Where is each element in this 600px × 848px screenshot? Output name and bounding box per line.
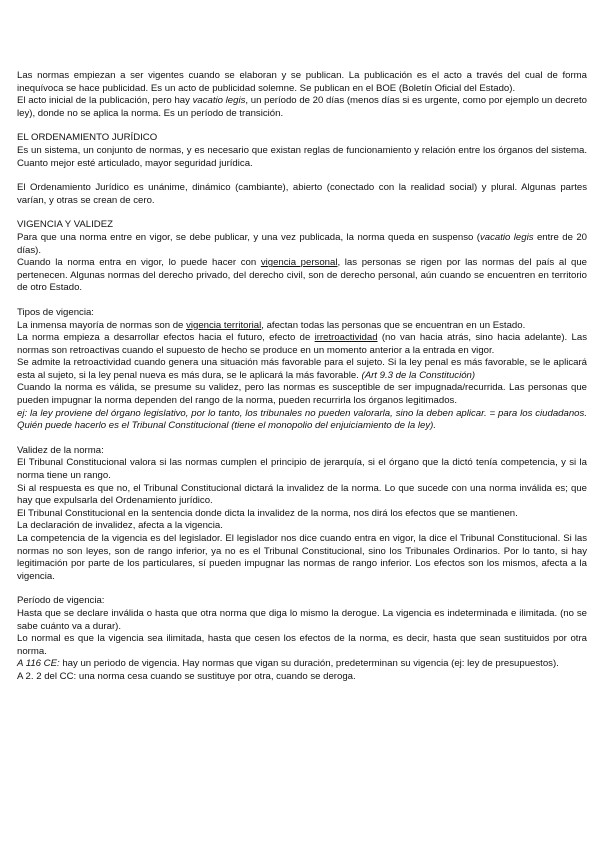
paragraph-sistema: Es un sistema, un conjunto de normas, y es necesario que existan reglas de funcionamiento y relación entre los órganos del sistema. Cuanto mejor esté articulado, mayor seguridad jurídica.	[17, 144, 587, 169]
paragraph-publicacion: Las normas empiezan a ser vigentes cuando se elaboran y se publican. La publicación es el acto a través del cual de forma inequívoca se hace publicidad. Es un acto de publicidad solemne. Se publican en el BOE (Boletín Oficial del Estado).	[17, 70, 587, 94]
paragraph-entrada-vigor: Para que una norma entre en vigor, se debe publicar, y una vez publicada, la norma queda en suspenso (vacatio legis entre de 20 días).	[17, 231, 587, 256]
paragraph-acto-inicial: El acto inicial de la publicación, pero hay vacatio legis, un período de 20 días (menos días si es urgente, como por ejemplo un decreto ley), donde no se aplica la norma. Es un período de transición.	[17, 95, 587, 119]
paragraph-impugnacion: Cuando la norma es válida, se presume su validez, pero las normas es susceptible de ser impugnada/recurrida. Las personas que pueden impugnar la norma dependen del rango de la norma, pueden recurrirla los órganos legitimados.	[17, 382, 587, 407]
paragraph-validez-3: El Tribunal Constitucional en la sentencia donde dicta la invalidez de la norma, nos dirá los efectos que se mantienen.	[17, 507, 518, 519]
paragraph-validez-4: La declaración de invalidez, afecta a la vigencia.	[17, 520, 223, 532]
heading-validez: Validez de la norma:	[17, 444, 104, 456]
paragraph-periodo-1: Hasta que se declare inválida o hasta que otra norma que diga lo mismo la derogue. La vigencia es indeterminada e ilimitada. (no se sabe cuánto va a durar).	[17, 607, 587, 632]
document-page	[17, 70, 587, 684]
heading-tipos-vigencia: Tipos de vigencia:	[17, 306, 94, 318]
paragraph-validez-2: Si al respuesta es que no, el Tribunal Constitucional dictará la invalidez de la norma. Lo que sucede con una norma inválida es; que hay que expulsarla del Ordenamiento jurídico.	[17, 482, 587, 507]
paragraph-periodo-4: A 2. 2 del CC: una norma cesa cuando se sustituye por otra, cuando se deroga.	[17, 670, 356, 682]
heading-ordenamiento: EL ORDENAMIENTO JURÍDICO	[17, 132, 158, 144]
paragraph-irretroactividad: La norma empieza a desarrollar efectos hacia el futuro, efecto de irretroactividad (no van hacia atrás, sino hacia adelante). Las normas son retroactivas cuando el supuesto de hecho se produce en un momento anterior a la entrada en vigor.	[17, 332, 587, 356]
paragraph-territorial: La inmensa mayoría de normas son de vigencia territorial, afectan todas las personas que se encuentran en un Estado.	[17, 319, 526, 331]
paragraph-validez-5: La competencia de la vigencia es del legislador. El legislador nos dice cuando entra en vigor, la dice el Tribunal Constitucional. Si las normas no son leyes, son de rango inferior, ya no es el Tribunal Constitucional, sino los Tribunales Ordinarios. Por lo tanto, si hay legitimación por parte de los particulares, sí pueden impugnar las normas de rango inferior. Los efectos son los mismos, afecta a la vigencia.	[17, 533, 587, 582]
heading-periodo: Período de vigencia:	[17, 595, 105, 607]
paragraph-vigencia-personal: Cuando la norma entra en vigor, lo puede hacer con vigencia personal, las personas se rigen por las normas del país al que pertenecen. Algunas normas del derecho privado, del derecho civil, son de derecho personal, aún cuando se encuentren en territorio de otro Estado.	[17, 257, 587, 294]
paragraph-ejemplo: ej: la ley proviene del órgano legislativo, por lo tanto, los tribunales no pueden valorarla, sino la deben aplicar. = para los ciudadanos. Quién puede hacerlo es el Tribunal Constitucional (tiene el monopolio del enjuiciamiento de la ley).	[17, 407, 587, 432]
paragraph-periodo-3: A 116 CE: hay un periodo de vigencia. Hay normas que vigan su duración, predeterminan su vigencia (ej: ley de presupuestos).	[17, 658, 559, 670]
paragraph-caracteristicas: El Ordenamiento Jurídico es unánime, dinámico (cambiante), abierto (conectado con la realidad social) y plural. Algunas partes varían, y otras se crean de cero.	[17, 182, 587, 206]
paragraph-validez-1: El Tribunal Constitucional valora si las normas cumplen el principio de jerarquía, si el órgano que la dictó tenía competencia, y si la norma tiene un rango.	[17, 457, 587, 482]
heading-vigencia-validez: VIGENCIA Y VALIDEZ	[17, 219, 113, 231]
paragraph-retroactividad: Se admite la retroactividad cuando genera una situación más favorable para el sujeto. Si la ley penal es más favorable, se le aplicará esta al sujeto, si la ley penal nueva es más dura, se le aplicará la más favorable. (Art 9.3 de la Constitución)	[17, 357, 587, 381]
paragraph-periodo-2: Lo normal es que la vigencia sea ilimitada, hasta que cesen los efectos de la norma, es decir, hasta que sean sustituidos por otra norma.	[17, 633, 587, 657]
